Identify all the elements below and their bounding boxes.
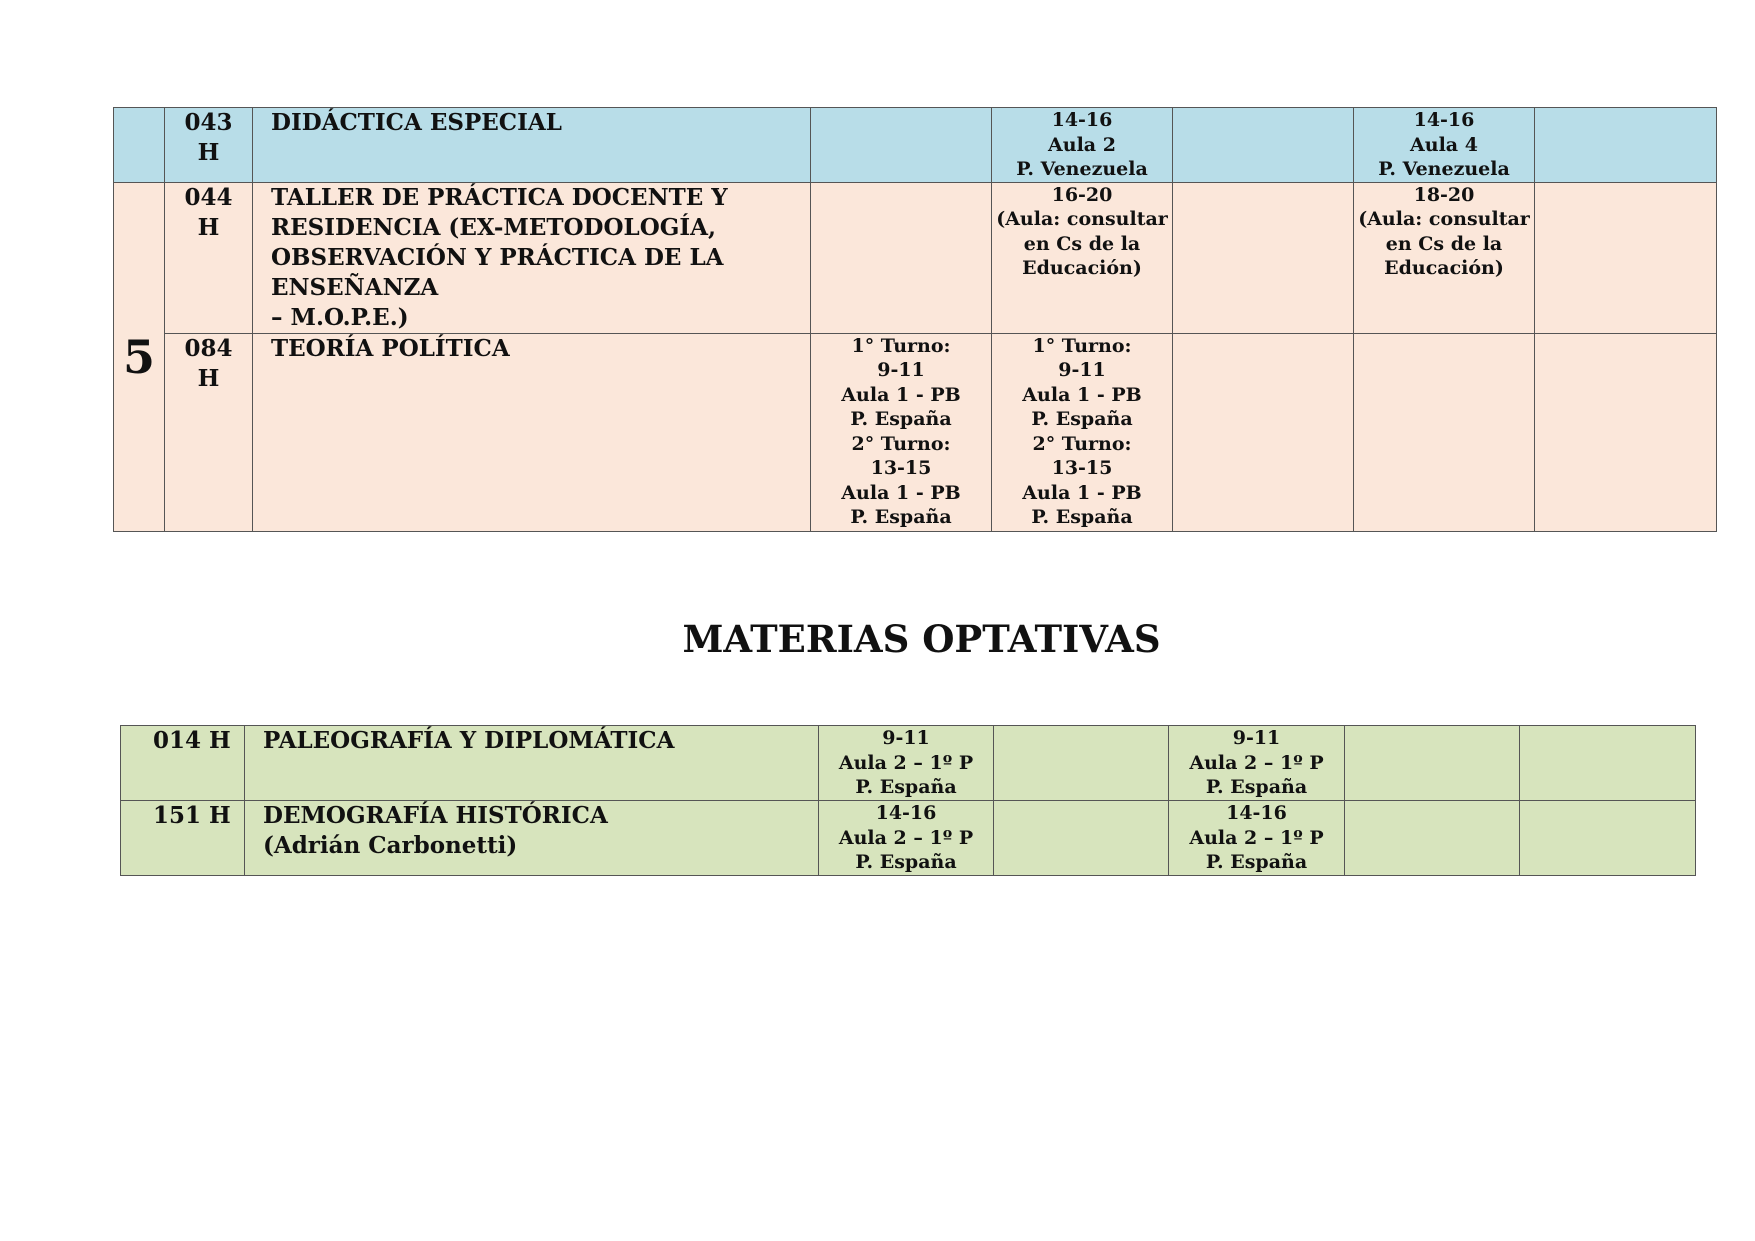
table-row [114,108,1717,183]
year-spacer-cell [114,108,165,183]
course-code: 044 H [165,182,253,333]
schedule-cell: 14-16 Aula 2 – 1º P P. España [819,801,994,876]
schedule-cell [1535,108,1717,183]
schedule-cell [1520,726,1696,801]
schedule-cell: 14-16 Aula 2 – 1º P P. España [1169,801,1345,876]
schedule-cell [994,726,1169,801]
schedule-cell [1345,801,1520,876]
year-label: 5 [114,182,165,531]
schedule-cell [1535,182,1717,333]
table-row [121,726,1696,801]
course-name: DEMOGRAFÍA HISTÓRICA (Adrián Carbonetti) [245,801,819,876]
course-name: TEORÍA POLÍTICA [253,333,811,531]
course-name: PALEOGRAFÍA Y DIPLOMÁTICA [245,726,819,801]
course-code: 151 H [121,801,245,876]
schedule-cell: 14-16 Aula 4 P. Venezuela [1354,108,1535,183]
course-name: TALLER DE PRÁCTICA DOCENTE Y RESIDENCIA (EX-METODOLOGÍA, OBSERVACIÓN Y PRÁCTICA DE LA ENSEÑANZA – M.O.P.E.) [253,182,811,333]
schedule-cell [1520,801,1696,876]
schedule-cell: 1° Turno: 9-11 Aula 1 - PB P. España 2° Turno: 13-15 Aula 1 - PB P. España [992,333,1173,531]
schedule-cell [1354,333,1535,531]
schedule-cell [811,108,992,183]
schedule-cell [1173,182,1354,333]
schedule-cell [1345,726,1520,801]
table-row [114,333,1717,531]
schedule-cell: 9-11 Aula 2 – 1º P P. España [1169,726,1345,801]
course-name: DIDÁCTICA ESPECIAL [253,108,811,183]
schedule-cell: 18-20 (Aula: consultar en Cs de la Educación) [1354,182,1535,333]
course-code: 084 H [165,333,253,531]
schedule-cell: 16-20 (Aula: consultar en Cs de la Educación) [992,182,1173,333]
course-code: 043 H [165,108,253,183]
schedule-cell: 9-11 Aula 2 – 1º P P. España [819,726,994,801]
schedule-cell: 1° Turno: 9-11 Aula 1 - PB P. España 2° Turno: 13-15 Aula 1 - PB P. España [811,333,992,531]
schedule-cell [1173,333,1354,531]
schedule-cell [811,182,992,333]
schedule-cell [994,801,1169,876]
schedule-cell [1535,333,1717,531]
schedule-cell: 14-16 Aula 2 P. Venezuela [992,108,1173,183]
course-schedule-table [113,107,1717,532]
section-title: MATERIAS OPTATIVAS [682,617,1161,661]
table-row [114,182,1717,333]
course-code: 014 H [121,726,245,801]
table-row [121,801,1696,876]
schedule-cell [1173,108,1354,183]
optional-courses-table [120,725,1696,876]
